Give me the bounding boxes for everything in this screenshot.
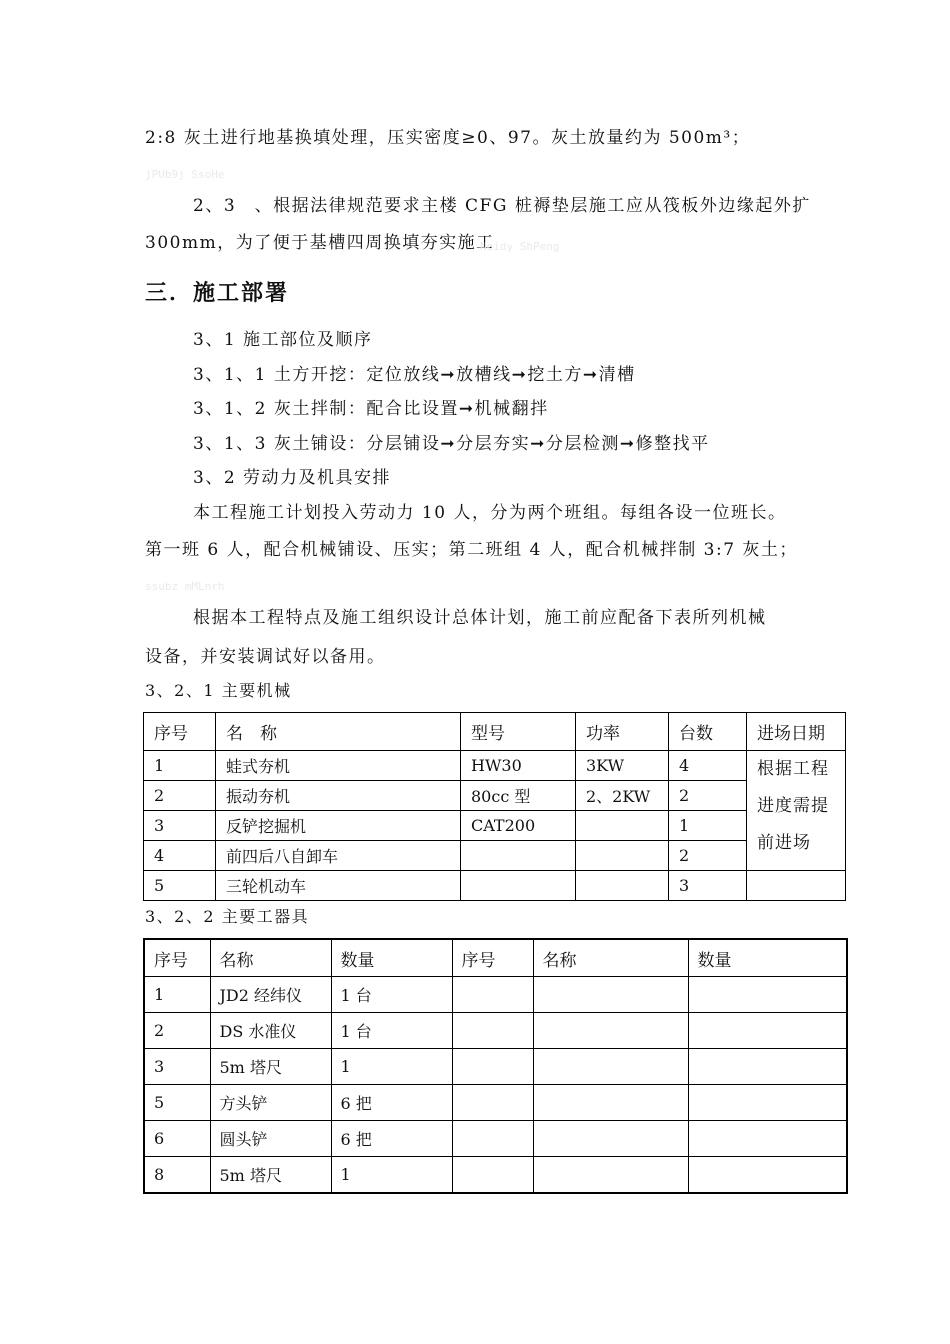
- header-cell: 进场日期: [747, 713, 846, 751]
- table-row: [144, 811, 846, 841]
- table-cell: 1 台: [331, 1013, 452, 1049]
- table-cell: [461, 871, 576, 901]
- table-cell: [688, 1049, 847, 1085]
- table-title-main-tools: 3、2、2 主要工器具: [145, 907, 310, 926]
- table-cell: 蛙式夯机: [216, 751, 461, 781]
- table-cell: 6 把: [331, 1085, 452, 1121]
- table-cell: 1: [669, 811, 747, 841]
- header-cell: 序号: [144, 939, 210, 977]
- table-cell: [576, 841, 669, 871]
- table-cell: [452, 1085, 533, 1121]
- paragraph-equipment-cont: 设备，并安装调试好以备用。: [145, 647, 386, 667]
- faint-watermark-text: Noidy ShPeng: [480, 240, 560, 253]
- table-cell: JD2 经纬仪: [210, 977, 331, 1013]
- paragraph-equipment: 根据本工程特点及施工组织设计总体计划，施工前应配备下表所列机械: [193, 608, 767, 628]
- header-cell: 功率: [576, 713, 669, 751]
- table-cell: 2: [144, 781, 216, 811]
- faint-watermark-text: jPUb9j SsoHe: [145, 168, 225, 181]
- header-cell: 名 称: [216, 713, 461, 751]
- table-cell: 方头铲: [210, 1085, 331, 1121]
- paragraph-cfg-cushion: 2、3 、根据法律规范要求主楼 CFG 桩褥垫层施工应从筏板外边缘起外扩: [193, 196, 811, 216]
- main-tools-table: [143, 938, 848, 1194]
- table-cell: 2: [669, 841, 747, 871]
- table-cell: 1: [331, 1157, 452, 1194]
- table-row: [144, 1013, 847, 1049]
- table-cell: [533, 1085, 688, 1121]
- subsection-3-1-1: 3、1、1 土方开挖：定位放线➞放槽线➞挖土方➞清槽: [193, 365, 636, 385]
- table-cell: [688, 1013, 847, 1049]
- table-row: [144, 751, 846, 781]
- table-cell: 80cc 型: [461, 781, 576, 811]
- table-cell: HW30: [461, 751, 576, 781]
- table-cell: [452, 1013, 533, 1049]
- paragraph-labor-cont: 第一班 6 人，配合机械铺设、压实；第二班组 4 人，配合机械拌制 3:7 灰土；: [145, 540, 798, 560]
- entry-date-note: 根据工程进度需提前进场: [747, 751, 846, 871]
- table-cell: 1: [144, 751, 216, 781]
- table-cell: [461, 841, 576, 871]
- table-header-row: [144, 713, 846, 751]
- table-cell: [452, 1121, 533, 1157]
- table-cell: 5: [144, 871, 216, 901]
- table-cell: 5m 塔尺: [210, 1049, 331, 1085]
- table-row: [144, 1085, 847, 1121]
- table-cell: [688, 1085, 847, 1121]
- table-cell: [452, 977, 533, 1013]
- table-cell: DS 水准仪: [210, 1013, 331, 1049]
- table-cell: [533, 977, 688, 1013]
- header-cell: 名称: [533, 939, 688, 977]
- table-row: [144, 977, 847, 1013]
- table-row: [144, 871, 846, 901]
- subsection-3-1-3: 3、1、3 灰土铺设：分层铺设➞分层夯实➞分层检测➞修整找平: [193, 434, 710, 454]
- table-cell: 6: [144, 1121, 210, 1157]
- table-cell: 1: [331, 1049, 452, 1085]
- table-cell: 5: [144, 1085, 210, 1121]
- table-row: [144, 1121, 847, 1157]
- subsection-3-1-2: 3、1、2 灰土拌制：配合比设置➞机械翻拌: [193, 399, 549, 419]
- table-cell: 3: [144, 811, 216, 841]
- header-cell: 序号: [144, 713, 216, 751]
- table-cell: 1: [144, 977, 210, 1013]
- paragraph-lime-soil-fill: 2:8 灰土进行地基换填处理，压实密度≥0、97。灰土放量约为 500m³；: [145, 128, 751, 148]
- section-heading-construction-deployment: 三．施工部署: [145, 281, 290, 306]
- table-cell: 3: [669, 871, 747, 901]
- table-cell: 前四后八自卸车: [216, 841, 461, 871]
- subsection-3-1: 3、1 施工部位及顺序: [193, 330, 373, 350]
- table-row: [144, 841, 846, 871]
- table-cell: 圆头铲: [210, 1121, 331, 1157]
- table-cell: 2、2KW: [576, 781, 669, 811]
- table-cell: 5m 塔尺: [210, 1157, 331, 1194]
- paragraph-labor: 本工程施工计划投入劳动力 10 人，分为两个班组。每组各设一位班长。: [193, 503, 787, 523]
- table-title-main-machinery: 3、2、1 主要机械: [145, 681, 292, 700]
- table-cell: 反铲挖掘机: [216, 811, 461, 841]
- faint-watermark-text: ssubz mMLnrh: [145, 580, 225, 593]
- table-cell: CAT200: [461, 811, 576, 841]
- main-machinery-table: [143, 712, 846, 901]
- table-cell: [576, 871, 669, 901]
- table-row: [144, 781, 846, 811]
- header-cell: 名称: [210, 939, 331, 977]
- table-cell: [533, 1013, 688, 1049]
- table-row: [144, 1049, 847, 1085]
- table-cell: 2: [144, 1013, 210, 1049]
- table-cell: [533, 1049, 688, 1085]
- table-cell: 6 把: [331, 1121, 452, 1157]
- header-cell: 序号: [452, 939, 533, 977]
- table-cell: [688, 1157, 847, 1194]
- table-cell: 振动夯机: [216, 781, 461, 811]
- subsection-3-2: 3、2 劳动力及机具安排: [193, 468, 392, 488]
- table-row: [144, 1157, 847, 1194]
- table-cell: [688, 1121, 847, 1157]
- table-cell: [747, 871, 846, 901]
- table-cell: [576, 811, 669, 841]
- table-cell: [533, 1157, 688, 1194]
- table-header-row: [144, 939, 847, 977]
- table-cell: [688, 977, 847, 1013]
- table-cell: [533, 1121, 688, 1157]
- table-cell: 4: [144, 841, 216, 871]
- header-cell: 数量: [688, 939, 847, 977]
- header-cell: 型号: [461, 713, 576, 751]
- table-cell: 8: [144, 1157, 210, 1194]
- header-cell: 数量: [331, 939, 452, 977]
- table-cell: 3: [144, 1049, 210, 1085]
- table-cell: 2: [669, 781, 747, 811]
- table-cell: 三轮机动车: [216, 871, 461, 901]
- header-cell: 台数: [669, 713, 747, 751]
- table-cell: 3KW: [576, 751, 669, 781]
- table-cell: 4: [669, 751, 747, 781]
- table-cell: [452, 1157, 533, 1194]
- paragraph-cfg-cushion-cont: 300mm，为了便于基槽四周换填夯实施工: [145, 233, 495, 253]
- table-cell: 1 台: [331, 977, 452, 1013]
- table-cell: [452, 1049, 533, 1085]
